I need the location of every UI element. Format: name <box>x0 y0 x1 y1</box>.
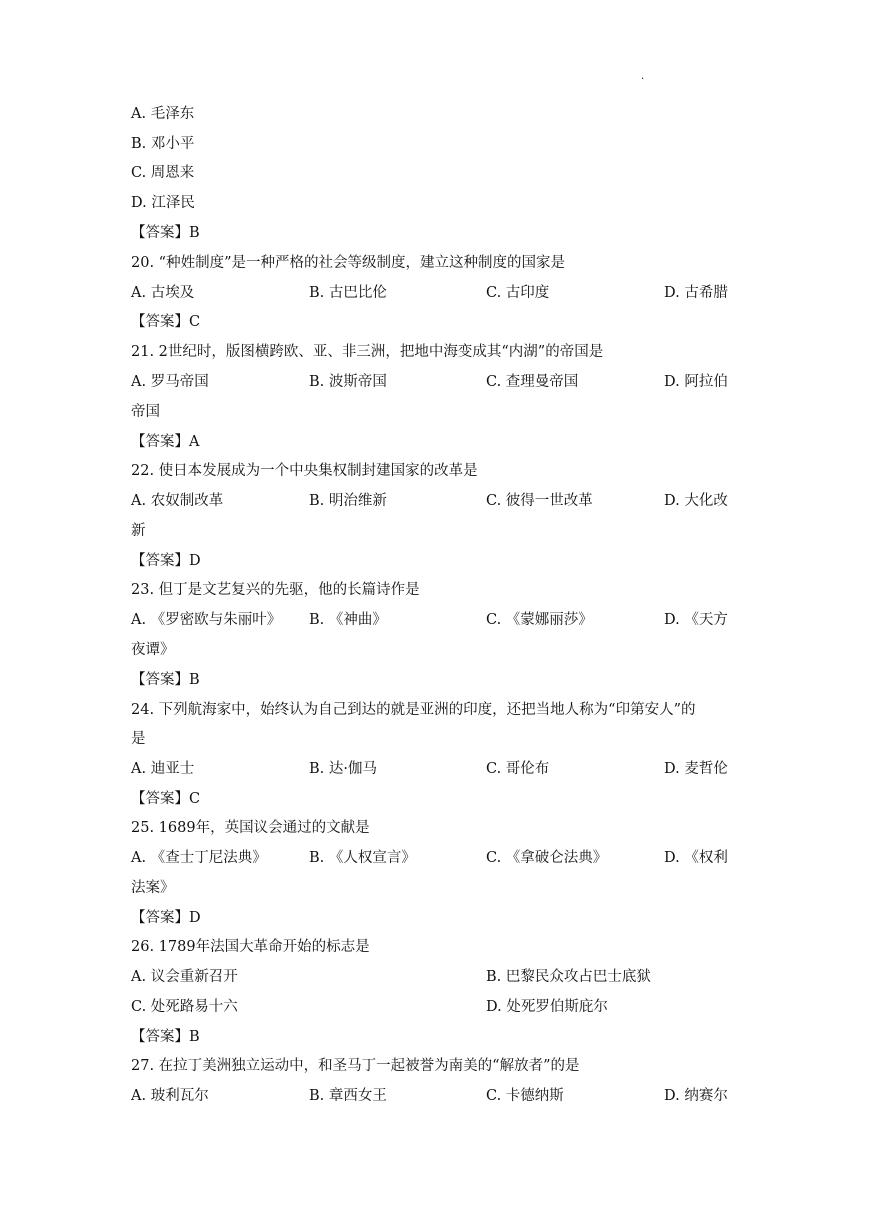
q26-option-b: B. 巴黎民众攻占巴士底狱 <box>486 969 651 985</box>
q27-option-a: A. 玻利瓦尔 <box>131 1088 209 1104</box>
q23-option-c: C. 《蒙娜丽莎》 <box>486 612 593 628</box>
q19-option-d: D. 江泽民 <box>131 195 195 211</box>
q20-option-d: D. 古希腊 <box>664 285 728 301</box>
q22-option-b: B. 明治维新 <box>309 493 387 509</box>
q20-answer: 【答案】C <box>131 314 201 330</box>
q26-stem: 26. 1789年法国大革命开始的标志是 <box>131 939 370 955</box>
q26-option-c: C. 处死路易十六 <box>131 999 238 1015</box>
q21-answer: 【答案】A <box>131 434 200 450</box>
q25-option-a: A. 《查士丁尼法典》 <box>131 850 267 866</box>
q22-stem: 22. 使日本发展成为一个中央集权制封建国家的改革是 <box>131 463 478 479</box>
q23-option-a: A. 《罗密欧与朱丽叶》 <box>131 612 282 628</box>
q24-option-c: C. 哥伦布 <box>486 761 550 777</box>
q22-option-d-wrap: 新 <box>131 523 146 539</box>
q21-option-c: C. 查理曼帝国 <box>486 374 579 390</box>
q27-stem: 27. 在拉丁美洲独立运动中，和圣马丁一起被誉为南美的“解放者”的是 <box>131 1058 580 1074</box>
q24-option-a: A. 迪亚士 <box>131 761 195 777</box>
q25-option-b: B. 《人权宣言》 <box>309 850 416 866</box>
q20-option-a: A. 古埃及 <box>131 285 195 301</box>
q27-option-c: C. 卡德纳斯 <box>486 1088 564 1104</box>
q21-option-b: B. 波斯帝国 <box>309 374 387 390</box>
q21-option-d: D. 阿拉伯 <box>664 374 728 390</box>
q23-stem: 23. 但丁是文艺复兴的先驱，他的长篇诗作是 <box>131 582 420 598</box>
q23-option-d: D. 《天方 <box>664 612 728 628</box>
q25-stem: 25. 1689年，英国议会通过的文献是 <box>131 820 370 836</box>
q22-option-c: C. 彼得一世改革 <box>486 493 593 509</box>
q20-stem: 20. “种姓制度”是一种严格的社会等级制度，建立这种制度的国家是 <box>131 255 565 271</box>
q20-option-b: B. 古巴比伦 <box>309 285 387 301</box>
q25-option-d-wrap: 法案》 <box>131 880 175 896</box>
q24-answer: 【答案】C <box>131 791 201 807</box>
q21-stem: 21. 2世纪时，版图横跨欧、亚、非三洲，把地中海变成其“内湖”的帝国是 <box>131 344 604 360</box>
q24-stem: 24. 下列航海家中，始终认为自己到达的就是亚洲的印度，还把当地人称为“印第安人”的 <box>131 702 696 718</box>
q21-option-a: A. 罗马帝国 <box>131 374 209 390</box>
q20-option-c: C. 古印度 <box>486 285 550 301</box>
q25-option-c: C. 《拿破仑法典》 <box>486 850 608 866</box>
q26-option-a: A. 议会重新召开 <box>131 969 238 985</box>
q27-option-b: B. 章西女王 <box>309 1088 387 1104</box>
q26-option-d: D. 处死罗伯斯庇尔 <box>486 999 608 1015</box>
q24-stem-wrap: 是 <box>131 731 146 747</box>
q19-option-a: A. 毛泽东 <box>131 106 195 122</box>
q19-answer: 【答案】B <box>131 225 200 241</box>
q19-option-c: C. 周恩来 <box>131 165 195 181</box>
q23-option-d-wrap: 夜谭》 <box>131 642 175 658</box>
q24-option-b: B. 达·伽马 <box>309 761 377 777</box>
q23-answer: 【答案】B <box>131 672 200 688</box>
q25-option-d: D. 《权利 <box>664 850 728 866</box>
q19-option-b: B. 邓小平 <box>131 136 195 152</box>
q22-option-d: D. 大化改 <box>664 493 728 509</box>
q26-answer: 【答案】B <box>131 1029 200 1045</box>
q27-option-d: D. 纳赛尔 <box>664 1088 728 1104</box>
header-dot: . <box>641 71 645 82</box>
q22-option-a: A. 农奴制改革 <box>131 493 224 509</box>
q23-option-b: B. 《神曲》 <box>309 612 387 628</box>
q21-option-d-wrap: 帝国 <box>131 404 160 420</box>
q24-option-d: D. 麦哲伦 <box>664 761 728 777</box>
q25-answer: 【答案】D <box>131 910 201 926</box>
q22-answer: 【答案】D <box>131 553 201 569</box>
